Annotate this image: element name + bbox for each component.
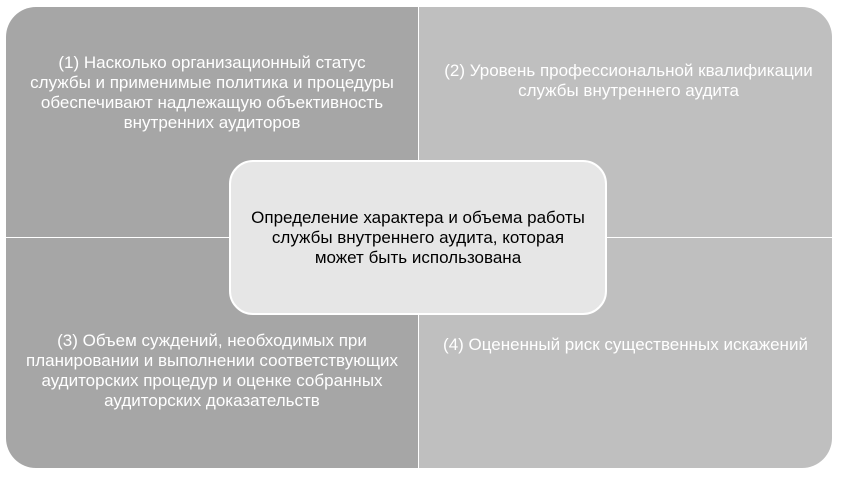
center-box — [229, 160, 607, 315]
quadrant-2-text: (2) Уровень профессиональной квалификации службы внутреннего аудита — [444, 61, 813, 100]
center-box-text: Определение характера и объема работы службы внутреннего аудита, которая может быть использована — [251, 207, 585, 267]
quadrant-4-text: (4) Оцененный риск существенных искажений — [443, 335, 808, 354]
quadrant-1-text: (1) Насколько организационный статус службы и применимые политика и процедуры обеспечивают надлежащую объективность внутренних аудиторов — [30, 53, 394, 132]
quadrant-3-text: (3) Объем суждений, необходимых при планировании и выполнении соответствующих аудиторских процедур и оценке собранных аудиторских доказательств — [26, 331, 398, 410]
